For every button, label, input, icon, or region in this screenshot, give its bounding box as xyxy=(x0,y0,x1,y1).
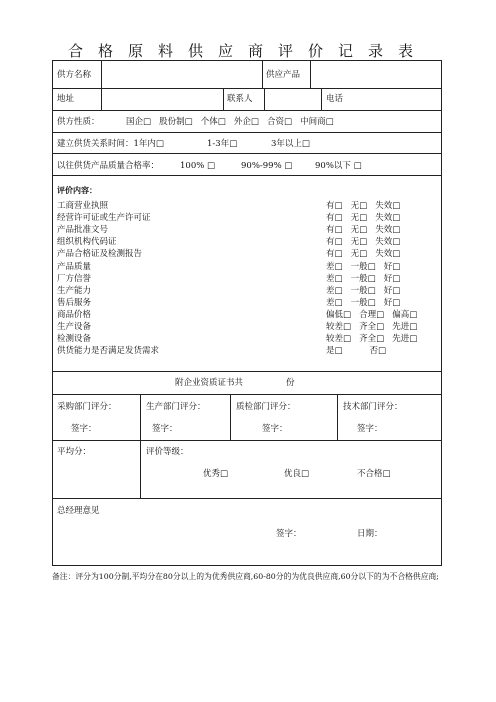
contact-person-label: 联系人 xyxy=(227,94,253,104)
pass-rate-below-90: 90%以下 □ xyxy=(315,161,362,171)
row-divider xyxy=(53,440,441,441)
grade-good: 优良□ xyxy=(284,469,310,479)
evaluation-item-name: 工商营业执照 xyxy=(57,201,109,211)
address-label: 地址 xyxy=(57,94,75,104)
evaluation-item-name: 产品质量 xyxy=(57,261,92,272)
qc-dept-sign: 签字： xyxy=(262,424,288,434)
manager-date: 日期： xyxy=(357,529,383,539)
row-divider xyxy=(53,394,441,395)
production-dept-score-label: 生产部门评分： xyxy=(146,402,206,412)
phone-label: 电话 xyxy=(326,94,344,104)
evaluation-item-name: 产品合格证及检测报告 xyxy=(57,249,143,260)
duration-option-3plus: 3年以上□ xyxy=(271,139,310,149)
col-divider xyxy=(101,88,102,110)
evaluation-item-options: 较差□ 齐全□ 先进□ xyxy=(326,334,418,345)
qc-dept-score-label: 质检部门评分： xyxy=(236,402,296,412)
row-divider xyxy=(53,498,441,499)
grade-excellent: 优秀□ xyxy=(203,469,229,479)
evaluation-item-name: 厂方信誉 xyxy=(57,273,92,284)
tech-dept-score-label: 技术部门评分： xyxy=(343,402,403,412)
grade-level-label: 评价等级： xyxy=(146,447,189,457)
col-divider xyxy=(223,88,224,110)
evaluation-item-options: 较差□ 齐全□ 先进□ xyxy=(326,322,418,332)
evaluation-item-name: 组织机构代码证 xyxy=(57,237,117,248)
average-score-label: 平均分： xyxy=(57,447,92,457)
attachment-label: 附企业资质证书共 xyxy=(175,378,244,388)
purchasing-dept-sign: 签字： xyxy=(71,424,97,434)
evaluation-form-table xyxy=(52,60,442,566)
col-divider xyxy=(230,394,231,440)
evaluation-item-options: 偏低□ 合理□ 偏高□ xyxy=(326,309,418,320)
evaluation-item-options: 差□ 一般□ 好□ xyxy=(326,261,401,272)
evaluation-item-options: 有□ 无□ 失效□ xyxy=(326,201,401,211)
evaluation-item-name: 售后服务 xyxy=(57,297,92,308)
evaluation-item-name: 生产设备 xyxy=(57,322,92,332)
row-divider xyxy=(53,371,441,372)
row-divider xyxy=(53,110,441,111)
manager-opinion-label: 总经理意见 xyxy=(57,506,100,516)
evaluation-item-name: 商品价格 xyxy=(57,309,92,320)
evaluation-item-name: 供货能力是否满足发货需求 xyxy=(57,346,160,357)
col-divider xyxy=(321,88,322,110)
grade-fail: 不合格□ xyxy=(357,469,391,479)
production-dept-sign: 签字： xyxy=(152,424,178,434)
evaluation-item-options: 是□ 否□ xyxy=(326,346,387,357)
row-divider xyxy=(53,153,441,154)
relationship-duration-label: 建立供货关系时间：1年内□ xyxy=(57,139,164,149)
evaluation-item-options: 有□ 无□ 失效□ xyxy=(326,249,401,260)
evaluation-item-options: 有□ 无□ 失效□ xyxy=(326,237,401,248)
col-divider xyxy=(262,61,263,88)
evaluation-item-options: 差□ 一般□ 好□ xyxy=(326,285,401,296)
evaluation-item-name: 检测设备 xyxy=(57,334,92,345)
pass-rate-label: 以往供货产品质量合格率： xyxy=(57,161,160,171)
evaluation-item-options: 有□ 无□ 失效□ xyxy=(326,225,401,236)
evaluation-item-options: 差□ 一般□ 好□ xyxy=(326,297,401,308)
col-divider xyxy=(337,394,338,440)
evaluation-item-name: 经营许可证或生产许可证 xyxy=(57,213,151,224)
footnote: 备注：评分为100分制,平均分在80分以上的为优秀供应商,60-80分的为优良供应商,60分以下的为不合格供应商; xyxy=(52,572,439,581)
col-divider xyxy=(310,61,311,88)
pass-rate-100: 100% □ xyxy=(180,161,216,171)
col-divider xyxy=(264,88,265,110)
supply-product-label: 供应产品 xyxy=(266,70,301,80)
row-divider xyxy=(53,175,441,176)
row-divider xyxy=(53,88,441,89)
purchasing-dept-score-label: 采购部门评分： xyxy=(57,402,117,412)
row-divider xyxy=(53,132,441,133)
col-divider xyxy=(140,394,141,498)
evaluation-item-options: 差□ 一般□ 好□ xyxy=(326,273,401,284)
evaluation-item-name: 生产能力 xyxy=(57,285,92,296)
duration-option-1-3: 1-3年□ xyxy=(207,139,238,149)
tech-dept-sign: 签字： xyxy=(357,424,383,434)
evaluation-item-name: 产品批准文号 xyxy=(57,225,109,236)
evaluation-heading: 评价内容： xyxy=(57,185,97,195)
pass-rate-90-99: 90%-99% □ xyxy=(241,161,293,171)
manager-sign: 签字： xyxy=(276,529,302,539)
supplier-type-label: 供方性质： xyxy=(57,117,100,127)
attachment-unit: 份 xyxy=(286,378,295,388)
col-divider xyxy=(101,61,102,88)
supplier-type-options: 国企□ 股份制□ 个体□ 外企□ 合资□ 中间商□ xyxy=(126,117,334,127)
evaluation-item-options: 有□ 无□ 失效□ xyxy=(326,213,401,224)
supplier-name-label: 供方名称 xyxy=(57,70,92,80)
page-title: 合格原料供应商评价记录表 xyxy=(67,42,428,60)
